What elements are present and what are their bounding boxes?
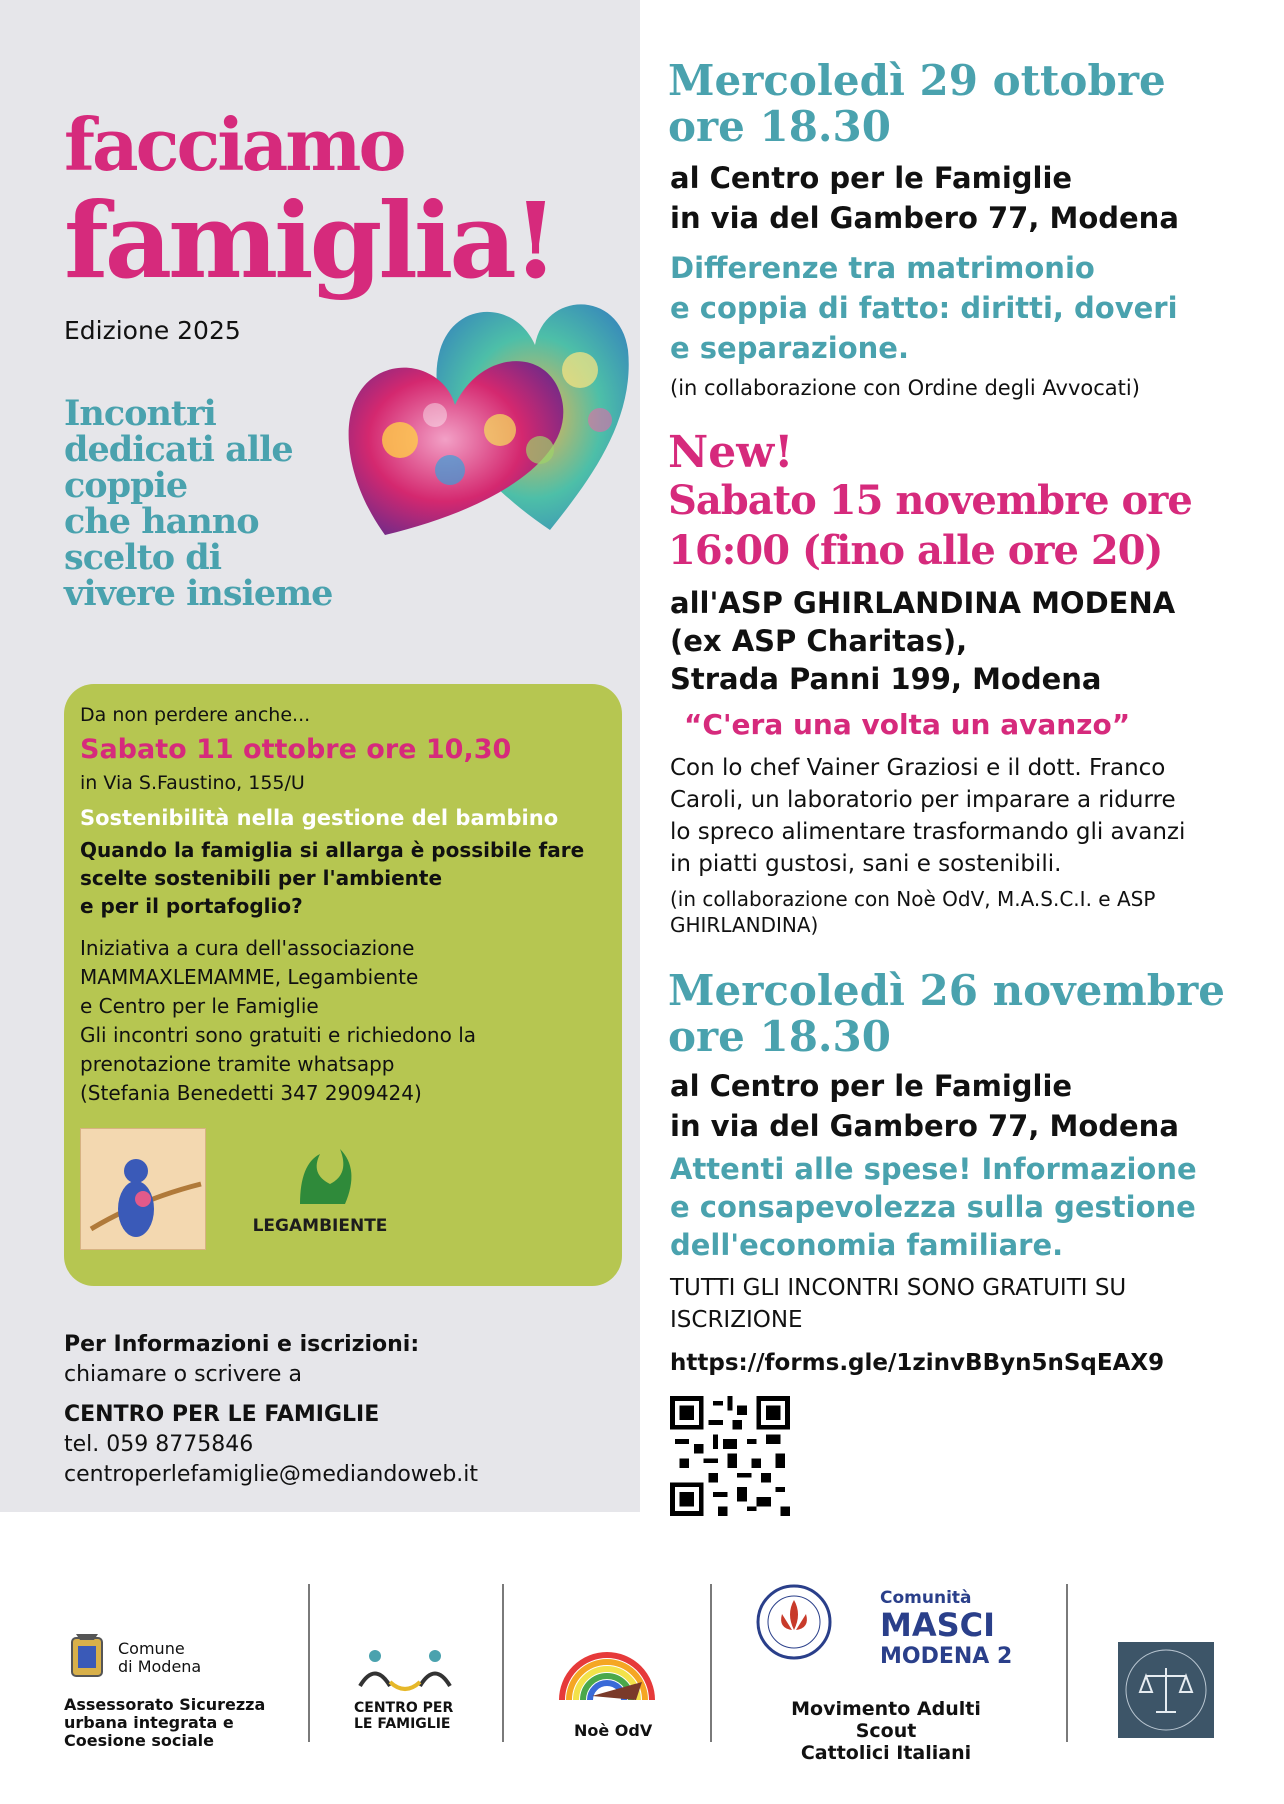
event1-place xyxy=(670,158,1179,238)
rainbow-ark-icon xyxy=(552,1620,662,1710)
new-badge: New! xyxy=(668,427,794,478)
masci-name: MASCI xyxy=(880,1606,996,1644)
masci-city: MODENA 2 xyxy=(880,1644,1013,1669)
note-line: Iniziativa a cura dell'associazione xyxy=(80,936,415,960)
free-notice xyxy=(670,1272,1230,1336)
legambiente-logo xyxy=(240,1144,400,1236)
desc-line: in piatti gustosi, sani e sostenibili. xyxy=(670,851,1062,877)
side-event-question xyxy=(80,836,600,920)
date-line: ore 18.30 xyxy=(668,102,892,151)
comune-modena-logo xyxy=(64,1628,304,1750)
centro-famiglie-logo xyxy=(350,1646,470,1746)
event1-topic xyxy=(670,248,1178,368)
centro-label xyxy=(354,1700,453,1732)
centro-people-icon xyxy=(350,1646,460,1696)
registration-link[interactable]: https://forms.gle/1zinvBByn5nSqEAX9 xyxy=(670,1350,1165,1376)
subtitle-line: coppie xyxy=(64,465,188,506)
event2-note xyxy=(670,886,1230,938)
comune-name xyxy=(118,1640,201,1676)
comune-line: Comune xyxy=(118,1639,185,1658)
place-line: (ex ASP Charitas), xyxy=(670,624,968,658)
place-line: al Centro per le Famiglie xyxy=(670,161,1073,195)
note-line: (Stefania Benedetti 347 2909424) xyxy=(80,1081,422,1105)
masci-caption xyxy=(762,1698,1010,1764)
assessorato-line: Coesione sociale xyxy=(64,1731,215,1750)
masci-caption-line: Movimento Adulti Scout xyxy=(791,1698,981,1742)
event3-topic xyxy=(670,1150,1197,1264)
noe-label: Noè OdV xyxy=(574,1721,653,1740)
comune-line: di Modena xyxy=(118,1657,202,1676)
mammaxlemamme-logo xyxy=(80,1128,206,1250)
comune-crest-icon xyxy=(64,1628,110,1688)
footer-divider xyxy=(502,1584,504,1742)
masci-caption-line: Cattolici Italiani xyxy=(800,1742,972,1764)
info-line: chiamare o scrivere a xyxy=(64,1362,302,1387)
assessorato-line: urbana integrata e xyxy=(64,1713,234,1732)
topic-line: e coppia di fatto: diritti, doveri xyxy=(670,291,1178,325)
question-line: scelte sostenibili per l'ambiente xyxy=(80,866,443,890)
footer-divider xyxy=(1066,1584,1068,1742)
subtitle-line: scelto di xyxy=(64,537,222,578)
note-line: e Centro per le Famiglie xyxy=(80,994,319,1018)
event3-date xyxy=(668,968,1225,1060)
centro-line: LE FAMIGLIE xyxy=(354,1716,451,1732)
place-line: al Centro per le Famiglie xyxy=(670,1069,1073,1103)
desc-line: lo spreco alimentare trasformando gli avanzi xyxy=(670,819,1186,845)
event1-note: (in collaborazione con Ordine degli Avvocati) xyxy=(670,376,1140,400)
legambiente-label: LEGAMBIENTE xyxy=(252,1216,388,1236)
question-line: e per il portafoglio? xyxy=(80,894,303,918)
event2-description xyxy=(670,752,1230,880)
noe-logo xyxy=(552,1620,662,1740)
note-line: GHIRLANDINA) xyxy=(670,913,819,937)
masci-top: Comunità xyxy=(880,1588,972,1608)
side-event-topic: Sostenibilità nella gestione del bambino xyxy=(80,806,559,830)
note-line: (in collaborazione con Noè OdV, M.A.S.C.I. e ASP xyxy=(670,887,1156,911)
event2-place xyxy=(670,584,1175,698)
subtitle-block xyxy=(64,393,424,614)
side-event-note xyxy=(80,934,600,1108)
ordine-avvocati-logo xyxy=(1118,1642,1214,1738)
date-line: 16:00 (fino alle ore 20) xyxy=(668,527,1163,574)
assessorato-label xyxy=(64,1696,265,1750)
place-line: in via del Gambero 77, Modena xyxy=(670,1109,1179,1143)
scales-icon xyxy=(1118,1642,1214,1738)
side-event-intro: Da non perdere anche... xyxy=(80,704,311,726)
event2-date xyxy=(668,476,1192,576)
event1-date xyxy=(668,58,1166,150)
info-block xyxy=(64,1330,624,1490)
subtitle-line: dedicati alle xyxy=(64,429,293,470)
subtitle-line: Incontri xyxy=(64,393,216,434)
date-line: Mercoledì 29 ottobre xyxy=(668,56,1166,105)
place-line: Strada Panni 199, Modena xyxy=(670,662,1102,696)
topic-line: e consapevolezza sulla gestione xyxy=(670,1190,1196,1224)
subtitle-line: vivere insieme xyxy=(64,573,333,614)
assessorato-line: Assessorato Sicurezza xyxy=(64,1695,266,1714)
side-event-date: Sabato 11 ottobre ore 10,30 xyxy=(80,734,512,765)
title-line1: facciamo xyxy=(64,102,404,187)
qr-code[interactable] xyxy=(670,1396,790,1516)
desc-line: Caroli, un laboratorio per imparare a ridurre xyxy=(670,787,1176,813)
date-line: Mercoledì 26 novembre xyxy=(668,966,1225,1015)
centro-line: CENTRO PER xyxy=(354,1700,454,1716)
place-line: in via del Gambero 77, Modena xyxy=(670,201,1179,235)
edition-label: Edizione 2025 xyxy=(64,316,241,345)
date-line: ore 18.30 xyxy=(668,1012,892,1061)
subtitle-line: che hanno xyxy=(64,501,259,542)
note-line: MAMMAXLEMAMME, Legambiente xyxy=(80,965,419,989)
title-line2: famiglia! xyxy=(64,179,555,302)
info-email[interactable]: centroperlefamiglie@mediandoweb.it xyxy=(64,1462,479,1487)
topic-line: dell'economia familiare. xyxy=(670,1228,1064,1262)
footer-divider xyxy=(710,1584,712,1742)
question-line: Quando la famiglia si allarga è possibile fare xyxy=(80,838,585,862)
event3-place xyxy=(670,1066,1179,1146)
date-line: Sabato 15 novembre ore xyxy=(668,477,1192,524)
desc-line: Con lo chef Vainer Graziosi e il dott. Franco xyxy=(670,755,1166,781)
info-phone[interactable]: tel. 059 8775846 xyxy=(64,1432,254,1457)
place-line: all'ASP GHIRLANDINA MODENA xyxy=(670,586,1176,620)
masci-logo xyxy=(756,1584,1036,1764)
free-line: ISCRIZIONE xyxy=(670,1307,803,1333)
topic-line: Differenze tra matrimonio xyxy=(670,251,1095,285)
topic-line: e separazione. xyxy=(670,331,909,365)
note-line: prenotazione tramite whatsapp xyxy=(80,1052,395,1076)
info-heading: Per Informazioni e iscrizioni: xyxy=(64,1332,420,1357)
footer-divider xyxy=(308,1584,310,1742)
side-event-box xyxy=(64,684,622,1286)
topic-line: Attenti alle spese! Informazione xyxy=(670,1152,1197,1186)
masci-fleur-icon xyxy=(756,1584,832,1660)
side-event-place: in Via S.Faustino, 155/U xyxy=(80,772,305,794)
free-line: TUTTI GLI INCONTRI SONO GRATUITI SU xyxy=(670,1275,1127,1301)
event2-title: “C'era una volta un avanzo” xyxy=(684,708,1131,741)
info-centre: CENTRO PER LE FAMIGLIE xyxy=(64,1402,380,1427)
note-line: Gli incontri sono gratuiti e richiedono la xyxy=(80,1023,477,1047)
